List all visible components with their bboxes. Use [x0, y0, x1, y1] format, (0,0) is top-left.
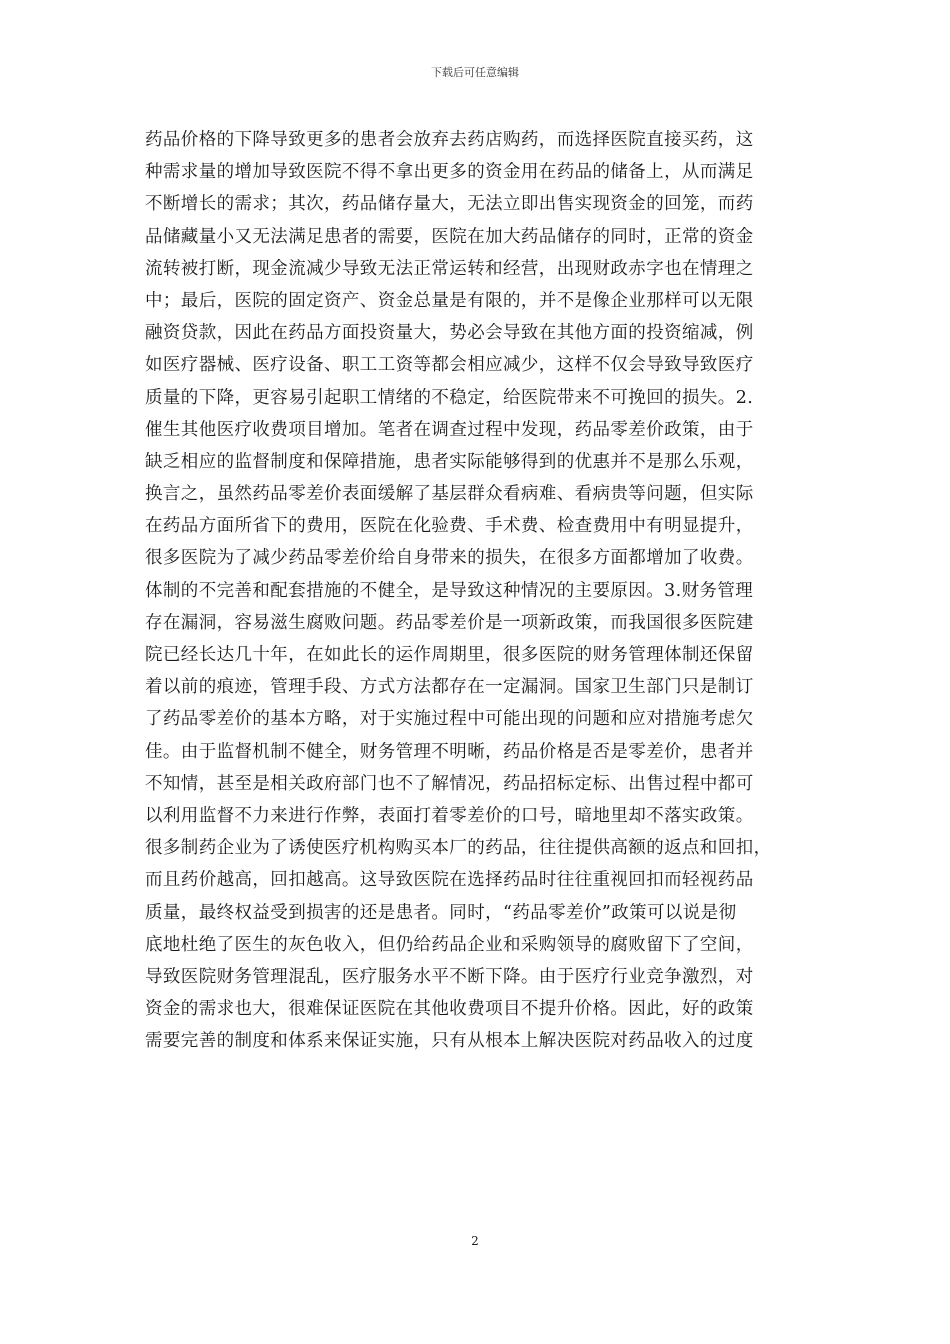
- text-line: 融资贷款，因此在药品方面投资量大，势必会导致在其他方面的投资缩减，例: [145, 323, 754, 344]
- text-line: 中；最后，医院的固定资产、资金总量是有限的，并不是像企业那样可以无限: [145, 290, 754, 311]
- text-line: 质量的下降，更容易引起职工情绪的不稳定，给医院带来不可挽回的损失。2.: [145, 387, 754, 408]
- text-line: 体制的不完善和配套措施的不健全，是导致这种情况的主要原因。3.财务管理: [145, 580, 754, 601]
- text-line: 导致医院财务管理混乱，医疗服务水平不断下降。由于医疗行业竞争激烈，对: [145, 966, 754, 987]
- body-text: [145, 124, 810, 1057]
- text-line: 缺乏相应的监督制度和保障措施，患者实际能够得到的优惠并不是那么乐观，: [145, 451, 754, 472]
- text-line: 存在漏洞，容易滋生腐败问题。药品零差价是一项新政策，而我国很多医院建: [145, 612, 754, 633]
- text-line: 不知情，甚至是相关政府部门也不了解情况，药品招标定标、出售过程中都可: [145, 773, 754, 794]
- text-line: 如医疗器械、医疗设备、职工工资等都会相应减少，这样不仅会导致导致医疗: [145, 355, 754, 376]
- text-line: 品储藏量小又无法满足患者的需要，医院在加大药品储存的同时，正常的资金: [145, 226, 754, 247]
- text-line: 着以前的痕迹，管理手段、方式方法都存在一定漏洞。国家卫生部门只是制订: [145, 677, 754, 698]
- text-line: 质量，最终权益受到损害的还是患者。同时，“药品零差价”政策可以说是彻: [145, 902, 737, 923]
- text-line: 院已经长达几十年，在如此长的运作周期里，很多医院的财务管理体制还保留: [145, 645, 754, 665]
- text-line: 换言之，虽然药品零差价表面缓解了基层群众看病难、看病贵等问题，但实际: [145, 484, 754, 505]
- text-line: 底地杜绝了医生的灰色收入，但仍给药品企业和采购领导的腐败留下了空间，: [145, 934, 754, 955]
- text-line: 很多制药企业为了诱使医疗机构购买本厂的药品，往往提供高额的返点和回扣，: [145, 838, 772, 859]
- text-line: 不断增长的需求；其次，药品储存量大，无法立即出售实现资金的回笼，而药: [145, 194, 754, 215]
- text-line: 流转被打断，现金流减少导致无法正常运转和经营，出现财政赤字也在情理之: [145, 258, 754, 279]
- text-line: 资金的需求也大，很难保证医院在其他收费项目不提升价格。因此，好的政策: [145, 999, 754, 1020]
- text-line: 药品价格的下降导致更多的患者会放弃去药店购药，而选择医院直接买药，这: [145, 130, 754, 150]
- text-line: 种需求量的增加导致医院不得不拿出更多的资金用在药品的储备上，从而满足: [145, 162, 754, 183]
- text-line: 在药品方面所省下的费用，医院在化验费、手术费、检查费用中有明显提升，: [145, 516, 754, 537]
- page-header: 下载后可任意编辑: [431, 66, 519, 79]
- text-line: 以利用监督不力来进行作弊，表面打着零差价的口号，暗地里却不落实政策。: [145, 805, 754, 826]
- text-line: 佳。由于监督机制不健全，财务管理不明晰，药品价格是否是零差价，患者并: [145, 741, 754, 762]
- page-number: 2: [471, 1234, 479, 1248]
- text-line: 很多医院为了减少药品零差价给自身带来的损失，在很多方面都增加了收费。: [145, 548, 754, 569]
- text-line: 了药品零差价的基本方略，对于实施过程中可能出现的问题和应对措施考虑欠: [145, 709, 754, 730]
- text-line: 需要完善的制度和体系来保证实施，只有从根本上解决医院对药品收入的过度: [145, 1031, 754, 1052]
- text-line: 催生其他医疗收费项目增加。笔者在调查过程中发现，药品零差价政策，由于: [145, 419, 754, 440]
- text-line: 而且药价越高，回扣越高。这导致医院在选择药品时往往重视回扣而轻视药品: [145, 870, 754, 891]
